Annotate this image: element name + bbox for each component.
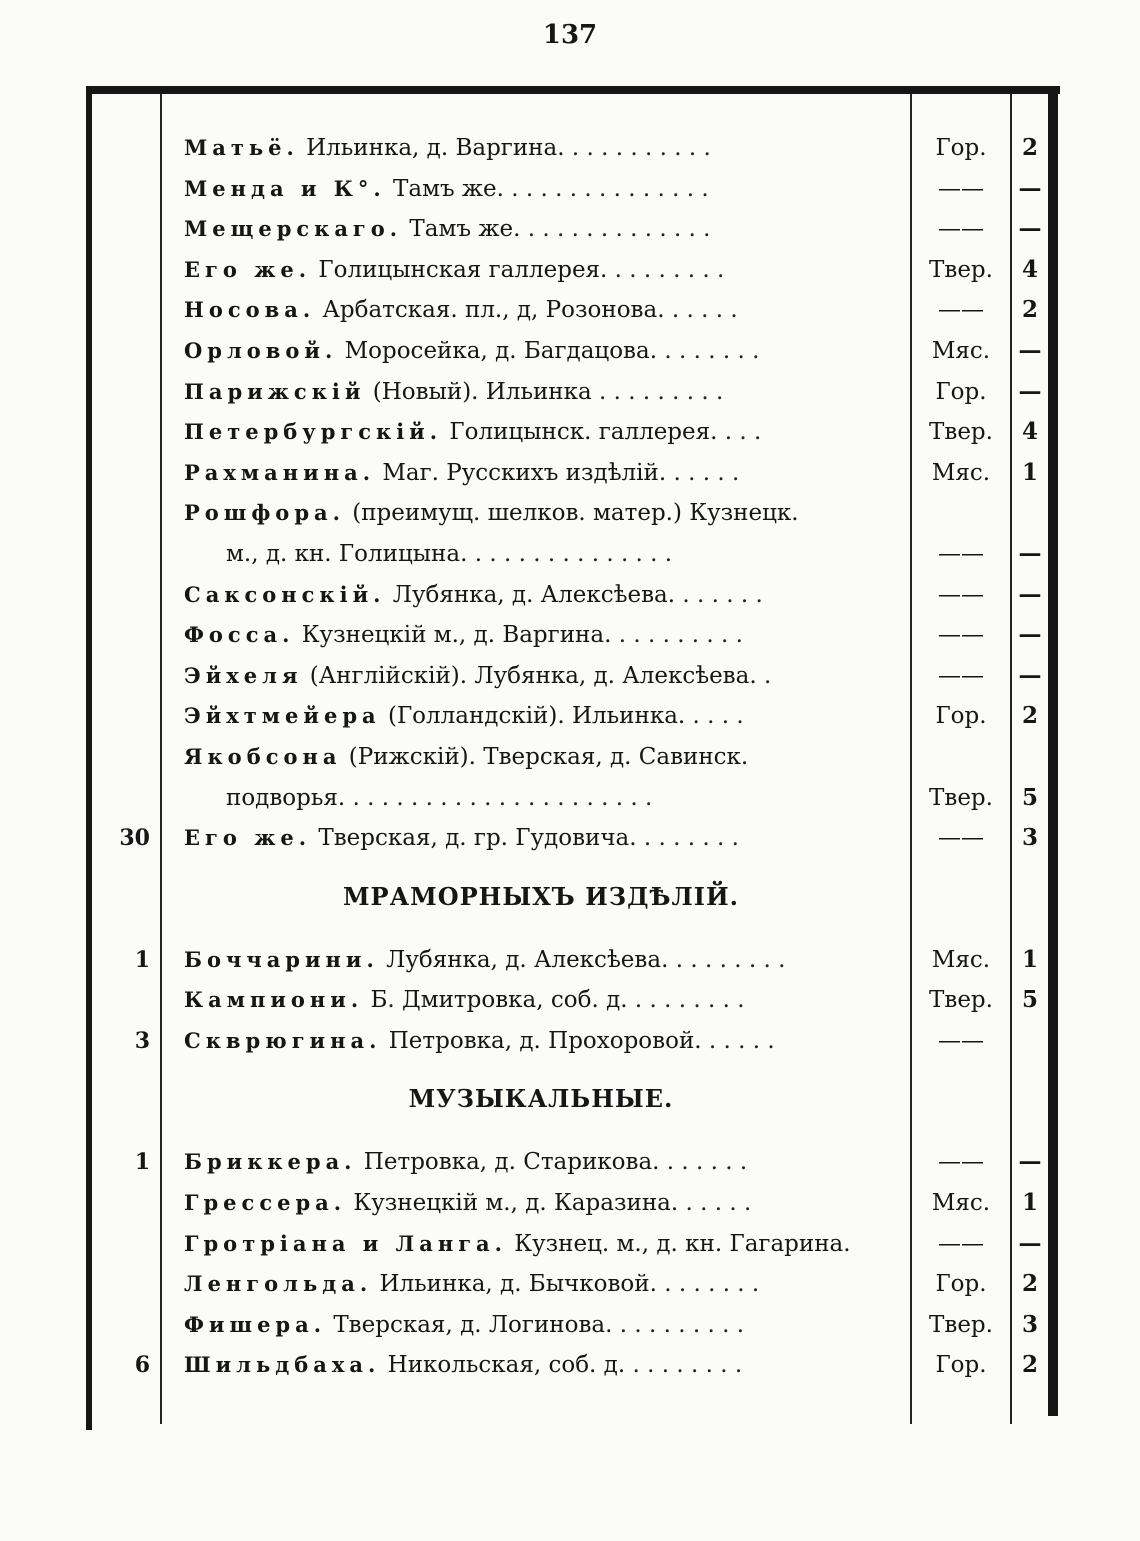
- entry-name: Кампиони.: [184, 987, 364, 1013]
- leader-dots: . . . . . . .: [636, 825, 739, 852]
- district: Гор.: [935, 1352, 987, 1379]
- leader-dots: . . . . . . . . .: [591, 378, 724, 405]
- district: Гор.: [935, 135, 987, 161]
- entry-address: Тверская, д. гр. Гудовича.: [311, 825, 637, 852]
- table-row: [86, 1021, 1060, 1062]
- entry-text: [184, 656, 906, 696]
- entry-name: Орловой.: [184, 337, 338, 363]
- quarter-number: 4: [1021, 255, 1038, 283]
- quarter-number: 5: [1021, 986, 1038, 1014]
- entry-name: Матьё.: [184, 135, 299, 160]
- entry-address: Лубянка, д. Алексѣева.: [385, 581, 676, 608]
- entry-text: [184, 1224, 906, 1264]
- table-row-continuation: [86, 534, 1060, 575]
- entry-name: Менда и К°.: [184, 175, 386, 201]
- entry-address: (Англійскій). Лубянка, д. Алексѣева.: [302, 662, 757, 689]
- leader-dots: . . . . . . . .: [625, 1352, 743, 1379]
- quarter-number: 1: [1021, 1189, 1038, 1217]
- table-row: [86, 980, 1060, 1021]
- entry-text: [184, 696, 906, 736]
- entry-address: Петровка, д. Старикова.: [356, 1149, 660, 1176]
- quarter-number: 3: [1021, 824, 1038, 852]
- table-row: [86, 737, 1060, 778]
- leader-dots: . . . . . . . . . . . . .: [520, 216, 711, 243]
- entry-address: Ильинка, д. Бычковой.: [372, 1271, 657, 1298]
- table-row: [86, 615, 1060, 656]
- leader-dots: . . . . . .: [675, 581, 763, 608]
- entry-name: Бриккера.: [184, 1149, 357, 1175]
- entry-address: Никольская, соб. д.: [380, 1352, 626, 1379]
- entry-name: Ленгольда.: [184, 1271, 373, 1297]
- table-row: [86, 453, 1060, 494]
- entry-name: Мещерскаго.: [184, 216, 403, 242]
- entry-text: [184, 412, 906, 452]
- district: Твер.: [929, 784, 993, 811]
- entry-address: Кузнецкій м., д. Каразина.: [346, 1190, 679, 1217]
- entry-text: [184, 209, 906, 249]
- section-heading-text: МРАМОРНЫХЪ ИЗДѢЛІЙ.: [342, 881, 740, 911]
- entry-name: Гротріана и Ланга.: [184, 1230, 507, 1256]
- district: ——: [938, 175, 984, 202]
- entry-name: Эйхтмейера: [184, 703, 381, 729]
- table-row: [86, 1305, 1060, 1346]
- top-rule: [86, 86, 1060, 94]
- district: Мяс.: [931, 946, 991, 973]
- directory-table: [86, 128, 1060, 1386]
- quarter-number: —: [1018, 539, 1042, 567]
- district: Мяс.: [931, 459, 991, 486]
- entry-address: Голицынская галлерея.: [311, 256, 608, 283]
- section-heading: [86, 859, 1060, 940]
- district: Твер.: [929, 1311, 993, 1338]
- quarter-number: —: [1018, 1148, 1042, 1176]
- row-number: 3: [134, 1027, 150, 1054]
- page-number: 137: [542, 20, 598, 50]
- table-row: [86, 575, 1060, 616]
- entry-text: [184, 940, 906, 980]
- leader-dots: . . . . . . . .: [627, 987, 745, 1014]
- entry-address: Ильинка, д. Варгина.: [298, 135, 565, 161]
- entry-address: (Новый). Ильинка: [365, 378, 592, 405]
- leader-dots: . . . .: [685, 703, 744, 730]
- entry-name: Эйхеля: [184, 662, 303, 688]
- table-row: [86, 656, 1060, 697]
- table-row: [86, 290, 1060, 331]
- quarter-number: 1: [1021, 458, 1038, 486]
- district: Мяс.: [931, 337, 991, 364]
- entry-name: Рахманина.: [184, 459, 376, 485]
- leader-dots: . . . . . . . . . . . . . . . . . . . . .: [345, 784, 653, 811]
- table-row-continuation: [86, 778, 1060, 819]
- table-row: [86, 1224, 1060, 1265]
- entry-address: Петровка, д. Прохоровой.: [381, 1027, 702, 1054]
- leader-dots: . . . . .: [701, 1027, 775, 1054]
- table-row: [86, 940, 1060, 981]
- entry-text: [184, 1021, 906, 1061]
- quarter-number: —: [1018, 174, 1042, 202]
- district: ——: [938, 662, 984, 689]
- table-row: [86, 696, 1060, 737]
- entry-address: Кузнец. м., д. кн. Гагарина.: [506, 1230, 851, 1257]
- district: Мяс.: [931, 1190, 991, 1217]
- entry-address: (преимущ. шелков. матер.) Кузнецк.: [344, 500, 799, 527]
- entry-text: [226, 778, 906, 818]
- table-row: [86, 372, 1060, 413]
- leader-dots: . . . . . . . . .: [612, 1311, 745, 1338]
- table-row: [86, 818, 1060, 859]
- district: Гор.: [935, 378, 987, 405]
- district: ——: [938, 1230, 984, 1257]
- table-row: [86, 169, 1060, 210]
- entry-address: подворья.: [226, 784, 346, 811]
- district: ——: [938, 622, 984, 649]
- row-number: 1: [134, 946, 150, 973]
- entry-address: Моросейка, д. Багдацова.: [337, 337, 658, 364]
- table-row: [86, 331, 1060, 372]
- section-heading-text: МУЗЫКАЛЬНЫЕ.: [408, 1084, 674, 1114]
- leader-dots: . . . . . . . .: [668, 946, 786, 973]
- leader-dots: . . . . . . .: [656, 1271, 760, 1298]
- entry-text: [184, 818, 906, 858]
- entry-text: [184, 1345, 906, 1385]
- quarter-number: 3: [1021, 1310, 1038, 1338]
- entry-text: [184, 737, 906, 777]
- district: Гор.: [935, 1271, 987, 1298]
- entry-name: Носова.: [184, 297, 316, 323]
- entry-name: Парижскій: [184, 378, 366, 404]
- entry-name: Его же.: [184, 825, 312, 851]
- leader-dots: . . . . . . . . . .: [564, 135, 711, 161]
- table-row: [86, 128, 1060, 169]
- table-row: [86, 493, 1060, 534]
- entry-name: Якобсона: [184, 743, 342, 769]
- entry-text: [184, 453, 906, 493]
- entry-text: [184, 575, 906, 615]
- district: ——: [938, 1027, 984, 1054]
- entry-name: Петербургскій.: [184, 419, 443, 445]
- quarter-number: 2: [1021, 1270, 1038, 1298]
- leader-dots: . . . . . . . . . . . . . .: [503, 175, 709, 202]
- entry-text: [184, 250, 906, 290]
- entry-name: Грессера.: [184, 1190, 347, 1216]
- entry-name: Его же.: [184, 256, 312, 282]
- entry-name: Шильдбаха.: [184, 1352, 381, 1378]
- quarter-number: —: [1018, 336, 1042, 364]
- district: Твер.: [929, 256, 993, 283]
- entry-address: Тамъ же.: [402, 216, 521, 243]
- leader-dots: . . . . . . . . .: [611, 622, 743, 649]
- quarter-number: 2: [1021, 296, 1038, 324]
- entry-text: [184, 128, 906, 168]
- district: ——: [938, 1149, 984, 1176]
- section-heading: [86, 1061, 1060, 1142]
- entry-address: Арбатская. пл., д, Розонова.: [315, 297, 665, 324]
- entry-text: [184, 493, 906, 533]
- district: ——: [938, 825, 984, 852]
- entry-text: [184, 1305, 906, 1345]
- table-row: [86, 209, 1060, 250]
- leader-dots: . . . . .: [666, 459, 740, 486]
- quarter-number: —: [1018, 215, 1042, 243]
- quarter-number: 4: [1021, 418, 1038, 446]
- entry-text: [184, 169, 906, 209]
- entry-text: [226, 534, 906, 574]
- quarter-number: 2: [1021, 134, 1038, 161]
- quarter-number: 2: [1021, 702, 1038, 730]
- entry-text: [184, 290, 906, 330]
- entry-name: Скврюгина.: [184, 1027, 382, 1053]
- entry-address: м., д. кн. Голицына.: [226, 540, 468, 567]
- district: ——: [938, 581, 984, 608]
- entry-address: Б. Дмитровка, соб. д.: [363, 987, 628, 1014]
- entry-text: [184, 615, 906, 655]
- entry-text: [184, 1264, 906, 1304]
- entry-name: Боччарини.: [184, 946, 379, 972]
- leader-dots: .: [756, 662, 772, 689]
- entry-name: Фосса.: [184, 622, 295, 648]
- quarter-number: —: [1018, 661, 1042, 689]
- leader-dots: . . .: [717, 419, 762, 446]
- district: Твер.: [929, 419, 993, 446]
- entry-address: Тамъ же.: [385, 175, 504, 202]
- row-number: 30: [119, 825, 150, 852]
- entry-address: Лубянка, д. Алексѣева.: [378, 946, 669, 973]
- entry-address: (Голландскій). Ильинка.: [380, 703, 686, 730]
- entry-name: Фишера.: [184, 1311, 327, 1337]
- entry-address: (Рижскій). Тверская, д. Савинск.: [341, 743, 749, 770]
- district: ——: [938, 540, 984, 567]
- district: ——: [938, 297, 984, 324]
- entry-address: Тверская, д. Логинова.: [326, 1311, 613, 1338]
- leader-dots: . . . . . .: [659, 1149, 748, 1176]
- quarter-number: 2: [1021, 1351, 1038, 1379]
- leader-dots: . . . . . . . . . . . . . .: [467, 540, 673, 567]
- district: Твер.: [929, 987, 993, 1014]
- row-number: 1: [134, 1149, 150, 1176]
- entry-address: Кузнецкій м., д. Варгина.: [294, 622, 612, 649]
- entry-address: Голицынск. галлерея.: [442, 419, 718, 446]
- quarter-number: —: [1018, 580, 1042, 608]
- table-row: [86, 1264, 1060, 1305]
- entry-text: [184, 1183, 906, 1223]
- leader-dots: . . . . .: [678, 1190, 752, 1217]
- quarter-number: —: [1018, 377, 1042, 405]
- leader-dots: . . . . . . .: [657, 337, 760, 364]
- table-row: [86, 1142, 1060, 1183]
- leader-dots: . . . . . . . .: [607, 256, 725, 283]
- entry-text: [184, 372, 906, 412]
- table-row: [86, 1345, 1060, 1386]
- quarter-number: 1: [1021, 945, 1038, 973]
- row-number: 6: [134, 1352, 150, 1379]
- quarter-number: —: [1018, 1229, 1042, 1257]
- entry-text: [184, 1142, 906, 1182]
- quarter-number: 5: [1021, 783, 1038, 811]
- leader-dots: . . . . .: [664, 297, 738, 324]
- district: ——: [938, 216, 984, 243]
- quarter-number: —: [1018, 621, 1042, 649]
- table-row: [86, 250, 1060, 291]
- entry-name: Рошфора.: [184, 500, 345, 526]
- table-row: [86, 1183, 1060, 1224]
- entry-address: Маг. Русскихъ издѣлій.: [375, 459, 667, 486]
- entry-name: Саксонскій.: [184, 581, 386, 607]
- table-row: [86, 412, 1060, 453]
- entry-text: [184, 331, 906, 371]
- entry-text: [184, 980, 906, 1020]
- district: Гор.: [935, 703, 987, 730]
